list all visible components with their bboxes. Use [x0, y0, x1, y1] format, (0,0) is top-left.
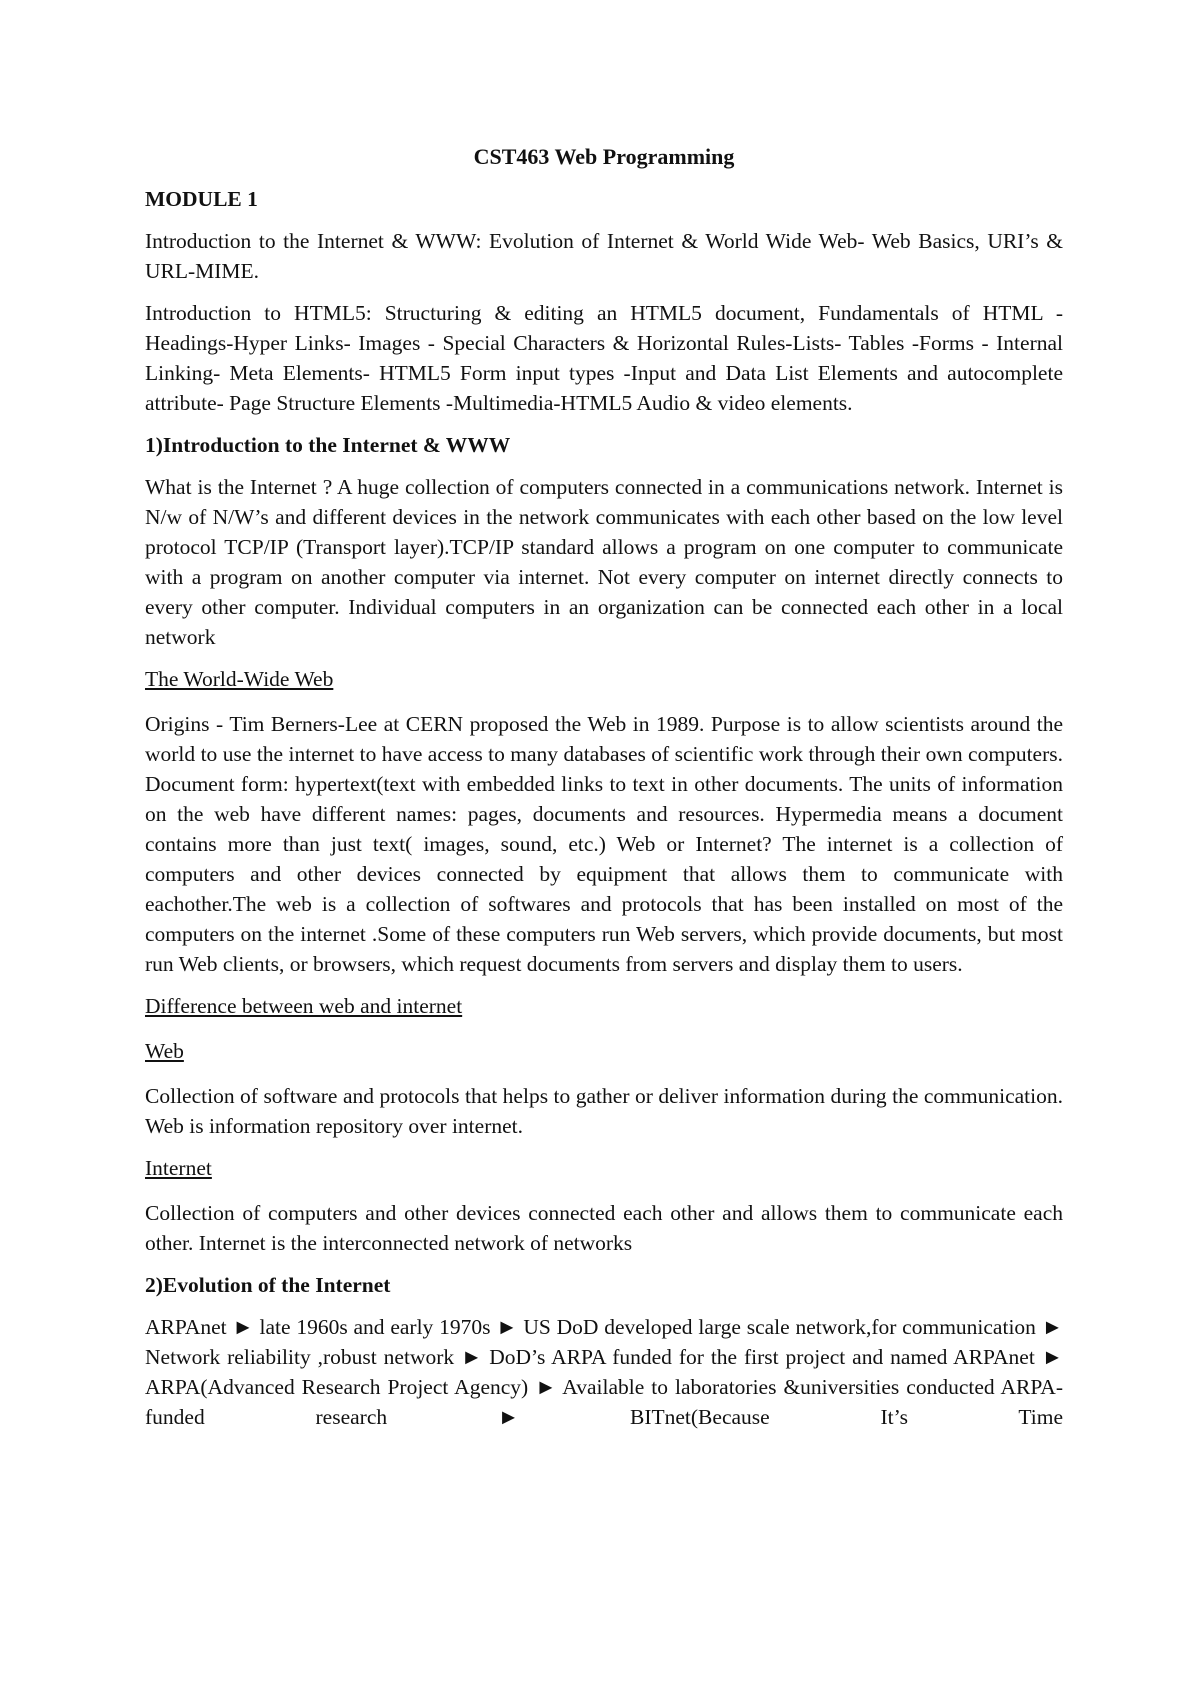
- document-content: [145, 142, 1063, 1444]
- internet-body: Collection of computers and other devices connected each other and allows them to communicate each other. Internet is the interconnected network of networks: [145, 1201, 1063, 1255]
- section1-body: What is the Internet ? A huge collection of computers connected in a communications network. Internet is N/w of N/W’s and different devices in the network communicates with each other based on the low level protocol TCP/IP (Transport layer).TCP/IP standard allows a program on one computer to communicate with a program on another computer via internet. Not every computer on internet directly connects to every other computer. Individual computers in an organization can be connected each other in a local network: [145, 475, 1063, 649]
- syllabus-paragraph-internet: Introduction to the Internet & WWW: Evolution of Internet & World Wide Web- Web Basics, URI’s & URL-MIME.: [145, 229, 1063, 283]
- section2-heading: 2)Evolution of the Internet: [145, 1273, 391, 1297]
- syllabus-paragraph-html5: Introduction to HTML5: Structuring & editing an HTML5 document, Fundamentals of HTML - Headings-Hyper Links- Images - Special Characters & Horizontal Rules-Lists- Tables -Forms - Internal Linking- Meta Elements- HTML5 Form input types -Input and Data List Elements and autocomplete attribute- Page Structure Elements -Multimedia-HTML5 Audio & video elements.: [145, 301, 1063, 415]
- section2-body: ARPAnet ► late 1960s and early 1970s ► US DoD developed large scale network,for communication ► Network reliability ,robust network ► DoD’s ARPA funded for the first project and named ARPAnet ► ARPA(Advanced Research Project Agency) ► Available to laboratories &universities conducted ARPA-funded research ► BITnet(Because It’s Time: [145, 1315, 1063, 1429]
- section1-heading: 1)Introduction to the Internet & WWW: [145, 433, 511, 457]
- www-body: Origins - Tim Berners-Lee at CERN proposed the Web in 1989. Purpose is to allow scientists around the world to use the internet to have access to many databases of scientific work through their own computers. Document form: hypertext(text with embedded links to text in other documents. The units of information on the web have different names: pages, documents and resources. Hypermedia means a document contains more than just text( images, sound, etc.) Web or Internet? The internet is a collection of computers and other devices connected by equipment that allows them to communicate with eachother.The web is a collection of softwares and protocols that has been installed on most of the computers on the internet .Some of these computers run Web servers, which provide documents, but most run Web clients, or browsers, which request documents from servers and display them to users.: [145, 712, 1063, 976]
- internet-subheading: Internet: [145, 1156, 212, 1180]
- web-subheading: Web: [145, 1039, 184, 1063]
- document-title: CST463 Web Programming: [473, 144, 735, 169]
- module-heading: MODULE 1: [145, 187, 258, 211]
- www-subheading: The World-Wide Web: [145, 667, 334, 691]
- difference-subheading: Difference between web and internet: [145, 994, 463, 1018]
- web-body: Collection of software and protocols that helps to gather or deliver information during the communication. Web is information repository over internet.: [145, 1084, 1063, 1138]
